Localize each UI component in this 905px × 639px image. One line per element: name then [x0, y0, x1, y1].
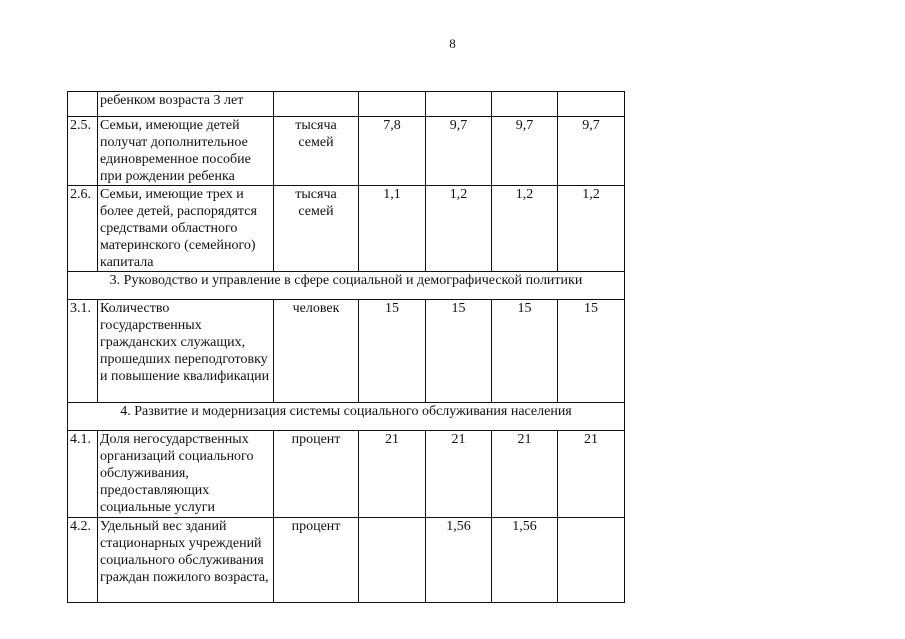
value-cell: 1,56	[492, 518, 558, 603]
table-row	[68, 300, 625, 403]
value-cell: 21	[558, 431, 625, 518]
unit-cell: процент	[274, 431, 359, 518]
indicator-name: ребенком возраста 3 лет	[98, 92, 274, 117]
value-cell: 9,7	[426, 117, 492, 186]
value-cell	[359, 518, 426, 603]
value-cell: 1,56	[426, 518, 492, 603]
section-heading: 4. Развитие и модернизация системы социального обслуживания населения	[68, 403, 625, 431]
indicator-name: Семьи, имеющие детей получат дополнительное единовременное пособие при рождении ребенка	[98, 117, 274, 186]
indicator-name: Количество государственных гражданских служащих, прошедших переподготовку и повышение квалификации	[98, 300, 274, 403]
unit-cell: тысяча семей	[274, 117, 359, 186]
table-row	[68, 186, 625, 272]
value-cell	[359, 92, 426, 117]
value-cell: 9,7	[558, 117, 625, 186]
row-number: 4.2.	[68, 518, 98, 603]
row-number: 2.5.	[68, 117, 98, 186]
unit-cell: процент	[274, 518, 359, 603]
row-number	[68, 92, 98, 117]
value-cell: 21	[359, 431, 426, 518]
value-cell	[426, 92, 492, 117]
value-cell: 15	[558, 300, 625, 403]
unit-cell: тысяча семей	[274, 186, 359, 272]
section-row	[68, 403, 625, 431]
value-cell: 7,8	[359, 117, 426, 186]
indicator-name: Семьи, имеющие трех и более детей, распорядятся средствами областного материнского (семейного) капитала	[98, 186, 274, 272]
table-row	[68, 431, 625, 518]
row-number: 2.6.	[68, 186, 98, 272]
value-cell	[558, 518, 625, 603]
value-cell: 1,2	[426, 186, 492, 272]
indicator-name: Удельный вес зданий стационарных учреждений социального обслуживания граждан пожилого возраста,	[98, 518, 274, 603]
row-number: 3.1.	[68, 300, 98, 403]
table-row	[68, 518, 625, 603]
page-number: 8	[449, 36, 456, 51]
value-cell: 15	[359, 300, 426, 403]
value-cell: 15	[426, 300, 492, 403]
value-cell: 1,1	[359, 186, 426, 272]
value-cell: 21	[426, 431, 492, 518]
value-cell: 21	[492, 431, 558, 518]
indicators-table	[67, 91, 625, 603]
value-cell	[558, 92, 625, 117]
value-cell	[492, 92, 558, 117]
row-number: 4.1.	[68, 431, 98, 518]
indicator-name: Доля негосударственных организаций социального обслуживания, предоставляющих социальные услуги	[98, 431, 274, 518]
value-cell: 9,7	[492, 117, 558, 186]
table-row	[68, 92, 625, 117]
table-row	[68, 117, 625, 186]
unit-cell	[274, 92, 359, 117]
unit-cell: человек	[274, 300, 359, 403]
value-cell: 15	[492, 300, 558, 403]
section-row	[68, 272, 625, 300]
section-heading: 3. Руководство и управление в сфере социальной и демографической политики	[68, 272, 625, 300]
value-cell: 1,2	[492, 186, 558, 272]
value-cell: 1,2	[558, 186, 625, 272]
